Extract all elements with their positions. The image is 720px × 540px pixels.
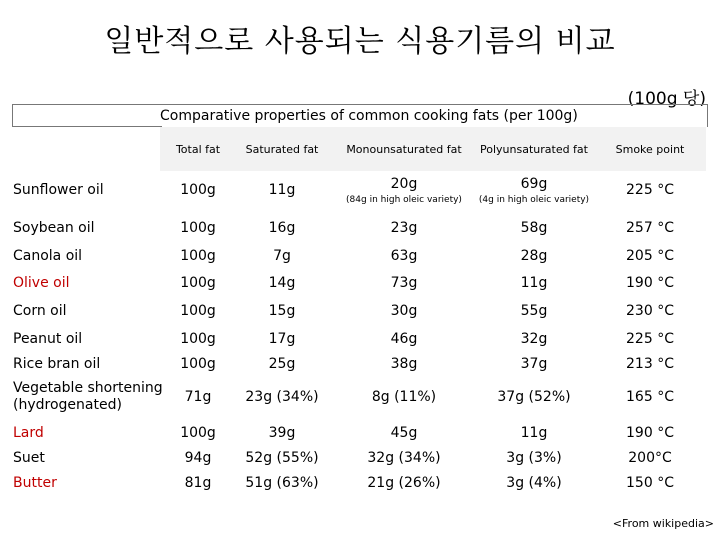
cell-total-fat: 100g <box>180 425 216 441</box>
row-name: Sunflower oil <box>13 181 104 198</box>
cell-saturated-fat: 23g (34%) <box>245 389 319 405</box>
cell-polyunsaturated-fat <box>469 172 599 208</box>
cell-smoke-point: 200°C <box>628 450 672 466</box>
cell-polyunsaturated-fat: 3g (4%) <box>506 475 562 491</box>
unit-note: (100g 당) <box>627 89 706 109</box>
cell-footnote: (84g in high oleic variety) <box>346 194 462 205</box>
cell-polyunsaturated-fat: 55g <box>520 303 548 319</box>
header-saturated-fat: Saturated fat <box>245 142 319 156</box>
cell-polyunsaturated-fat: 3g (3%) <box>506 450 562 466</box>
row-name: Rice bran oil <box>13 355 101 372</box>
cell-polyunsaturated-fat: 58g <box>520 220 548 236</box>
cell-smoke-point: 213 °C <box>626 356 674 372</box>
row-name: Canola oil <box>13 247 83 264</box>
cell-total-fat: 100g <box>180 356 216 372</box>
cell-polyunsaturated-fat: 28g <box>520 248 548 264</box>
header-smoke-point: Smoke point <box>615 142 685 156</box>
cell-smoke-point: 225 °C <box>626 331 674 347</box>
cell-polyunsaturated-fat: 11g <box>520 275 548 291</box>
cell-saturated-fat: 17g <box>268 331 296 347</box>
header-polyunsaturated-fat: Polyunsaturated fat <box>480 142 588 156</box>
cell-smoke-point: 150 °C <box>626 475 674 491</box>
cell-monounsaturated-fat: 45g <box>390 425 418 441</box>
cell-total-fat: 100g <box>180 182 216 198</box>
cell-monounsaturated-fat: 63g <box>390 248 418 264</box>
cell-smoke-point: 190 °C <box>626 275 674 291</box>
row-name: Soybean oil <box>13 219 95 236</box>
cell-saturated-fat: 25g <box>268 356 296 372</box>
cell-polyunsaturated-fat: 11g <box>520 425 548 441</box>
table-caption: Comparative properties of common cooking fats (per 100g) <box>160 108 578 124</box>
cell-saturated-fat: 51g (63%) <box>245 475 319 491</box>
cell-footnote: (4g in high oleic variety) <box>478 194 590 205</box>
header-monounsaturated-fat: Monounsaturated fat <box>346 142 462 156</box>
cell-polyunsaturated-fat: 32g <box>520 331 548 347</box>
row-name: Lard <box>13 424 44 441</box>
cell-total-fat: 81g <box>184 475 212 491</box>
cell-saturated-fat: 7g <box>273 248 291 264</box>
cell-total-fat: 100g <box>180 303 216 319</box>
cell-value: 20g <box>390 175 418 192</box>
cell-monounsaturated-fat: 73g <box>390 275 418 291</box>
cell-monounsaturated-fat: 8g (11%) <box>371 389 437 405</box>
row-name: Butter <box>13 474 57 491</box>
cell-polyunsaturated-fat: 37g (52%) <box>497 389 571 405</box>
cell-saturated-fat: 14g <box>268 275 296 291</box>
cell-monounsaturated-fat: 21g (26%) <box>367 475 441 491</box>
row-name: Vegetable shortening (hydrogenated) <box>13 380 163 413</box>
row-name: Suet <box>13 449 45 466</box>
cell-saturated-fat: 11g <box>268 182 296 198</box>
cell-monounsaturated-fat: 46g <box>390 331 418 347</box>
cell-smoke-point: 165 °C <box>626 389 674 405</box>
cell-monounsaturated-fat <box>334 172 474 208</box>
cell-smoke-point: 230 °C <box>626 303 674 319</box>
cell-value: 69g <box>520 175 548 192</box>
cell-smoke-point: 190 °C <box>626 425 674 441</box>
slide-title: 일반적으로 사용되는 식용기름의 비교 <box>104 24 616 59</box>
caption-divider <box>12 126 162 127</box>
cell-smoke-point: 205 °C <box>626 248 674 264</box>
cell-saturated-fat: 16g <box>268 220 296 236</box>
cell-saturated-fat: 52g (55%) <box>245 450 319 466</box>
header-total-fat: Total fat <box>175 142 221 156</box>
cell-monounsaturated-fat: 30g <box>390 303 418 319</box>
cell-total-fat: 100g <box>180 331 216 347</box>
cell-total-fat: 71g <box>184 389 212 405</box>
cell-total-fat: 100g <box>180 220 216 236</box>
cell-monounsaturated-fat: 32g (34%) <box>367 450 441 466</box>
cell-total-fat: 94g <box>184 450 212 466</box>
cell-saturated-fat: 39g <box>268 425 296 441</box>
row-name: Peanut oil <box>13 330 83 347</box>
cell-saturated-fat: 15g <box>268 303 296 319</box>
cell-monounsaturated-fat: 38g <box>390 356 418 372</box>
source-note: <From wikipedia> <box>612 517 714 530</box>
row-name: Corn oil <box>13 302 67 319</box>
cell-monounsaturated-fat: 23g <box>390 220 418 236</box>
cell-smoke-point: 257 °C <box>626 220 674 236</box>
cell-smoke-point: 225 °C <box>626 182 674 198</box>
row-name: Olive oil <box>13 274 70 291</box>
cell-total-fat: 100g <box>180 248 216 264</box>
cell-polyunsaturated-fat: 37g <box>520 356 548 372</box>
cell-total-fat: 100g <box>180 275 216 291</box>
